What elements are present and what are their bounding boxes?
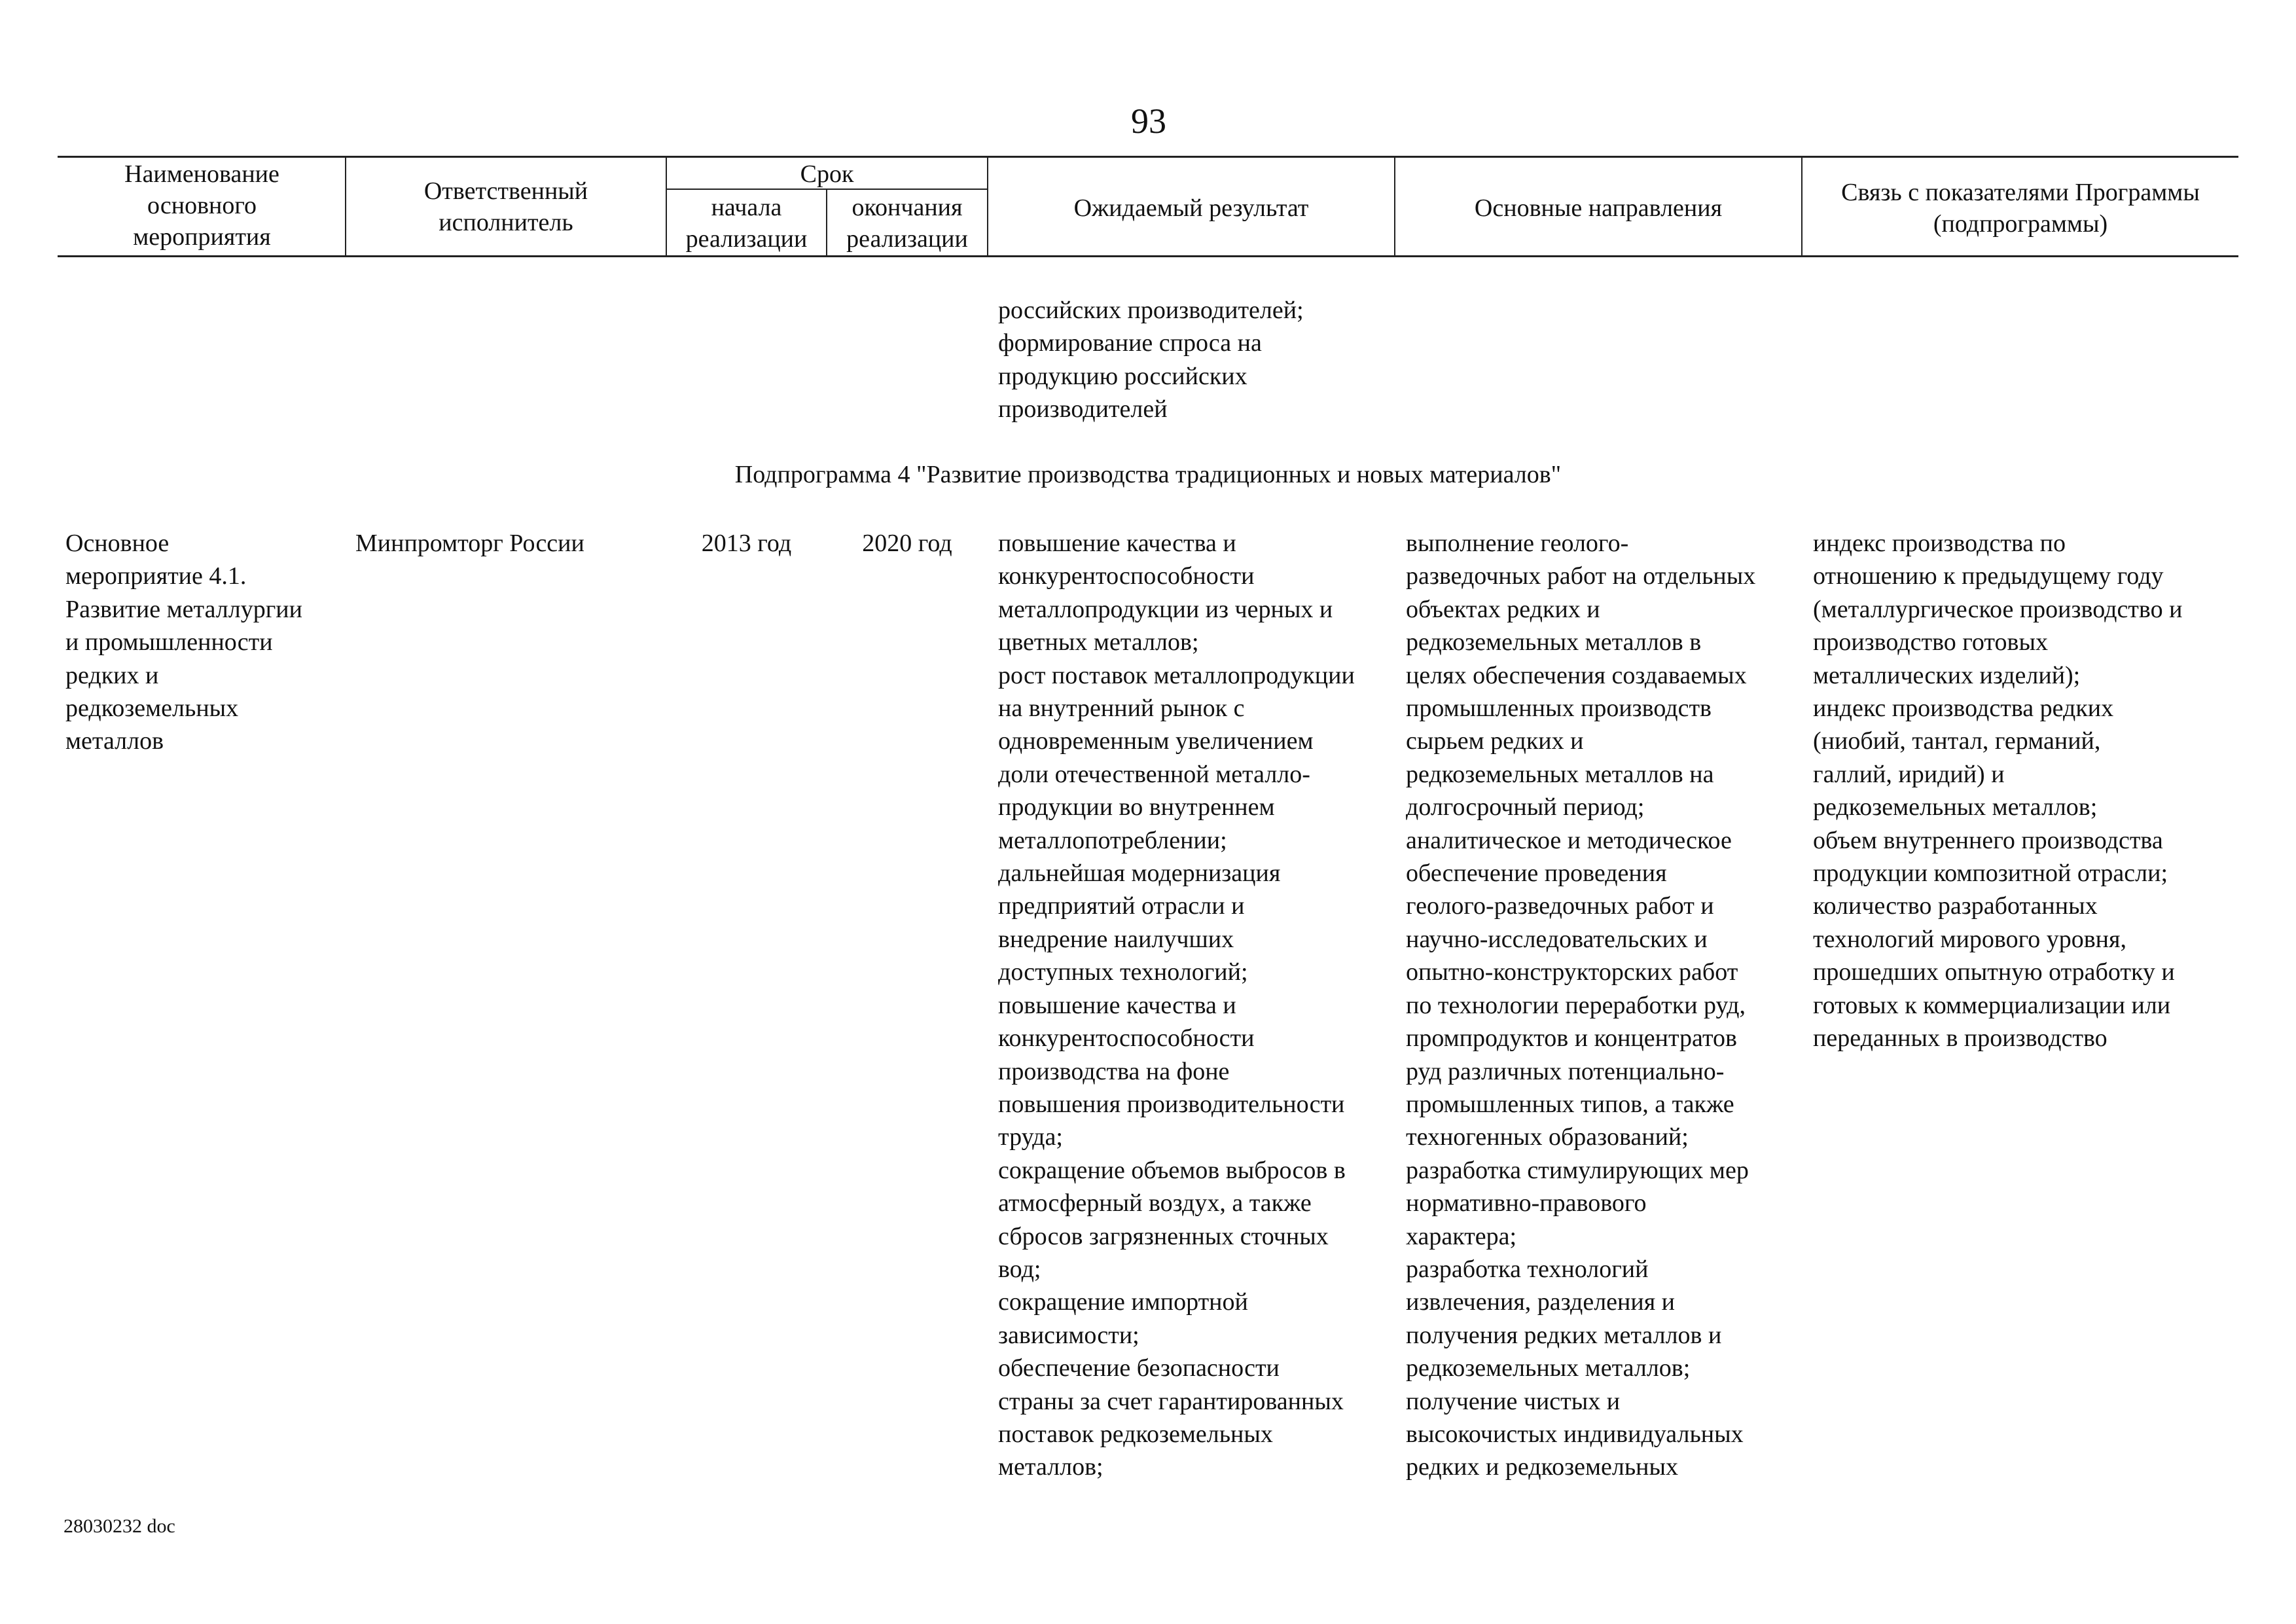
header-top-rule	[58, 156, 2238, 158]
row-result-cell: повышение качества и конкурентоспособности металлопродукции из черных и цветных металлов; рост поставок металлопродукции на внутренний рынок с одновременным увеличением доли отечественной металло- продукции во внутреннем металлопотреблении; дальнейшая модернизация предприятий отрасли и внедрение наилучших доступных технологий; повышение качества и конкурентоспособности производства на фоне повышения производительности труда; сокращение объемов выбросов в атмосферный воздух, а также сбросов загрязненных сточных вод; сокращение импортной зависимости; обеспечение безопасности страны за счет гарантированных поставок редкоземельных металлов;	[998, 530, 1355, 1481]
header-name: Наименование основного мероприятия	[124, 160, 279, 251]
row-indicators-cell: индекс производства по отношению к предыдущему году (металлургическое производство и производство готовых металлических изделий); индекс производства редких (ниобий, тантал, германий, галлий, иридий) и редкоземельных металлов; объем внутреннего производства продукции композитной отрасли; количество разработанных технологий мирового уровня, прошедших опытную отработку и готовых к коммерциализации или переданных в производство	[1813, 530, 2183, 1053]
row-directions-cell: выполнение геолого- разведочных работ на отдельных объектах редких и редкоземельных металлов в целях обеспечения создаваемых промышленных производств сырьем редких и редкоземельных металлов на долгосрочный период; аналитическое и методическое обеспечение проведения геолого-разведочных работ и научно-исследовательских и опытно-конструкторских работ по технологии переработки руд, промпродуктов и концентратов руд различных потенциально- промышленных типов, а также техногенных образований; разработка стимулирующих мер нормативно-правового характера; разработка технологий извлечения, разделения и получения редких металлов и редкоземельных металлов; получение чистых и высокочистых индивидуальных редких и редкоземельных	[1406, 530, 1756, 1481]
row-start-cell: 2013 год	[701, 530, 792, 557]
row-name-cell: Основное мероприятие 4.1. Развитие металлургии и промышленности редких и редкоземельных металлов	[65, 530, 302, 755]
subprogram-title: Подпрограмма 4 "Развитие производства традиционных и новых материалов"	[734, 461, 1562, 488]
header-start: начала реализации	[685, 194, 808, 253]
header-result: Ожидаемый результат	[1073, 194, 1309, 222]
continuation-result-text: российских производителей; формирование спроса на продукцию российских производителей	[998, 297, 1304, 424]
header-term: Срок	[800, 160, 854, 188]
header-indicators: Связь с показателями Программы (подпрограммы)	[1841, 179, 2200, 238]
header-executor: Ответственный исполнитель	[423, 177, 588, 236]
row-executor-cell: Минпромторг России	[355, 530, 584, 557]
page-number: 93	[1131, 101, 1166, 141]
header-directions: Основные направления	[1474, 194, 1723, 222]
header-end: окончания реализации	[846, 194, 968, 253]
header-bottom-rule	[58, 255, 2238, 257]
document-id: 28030232 doc	[63, 1515, 175, 1537]
row-end-cell: 2020 год	[862, 530, 952, 557]
